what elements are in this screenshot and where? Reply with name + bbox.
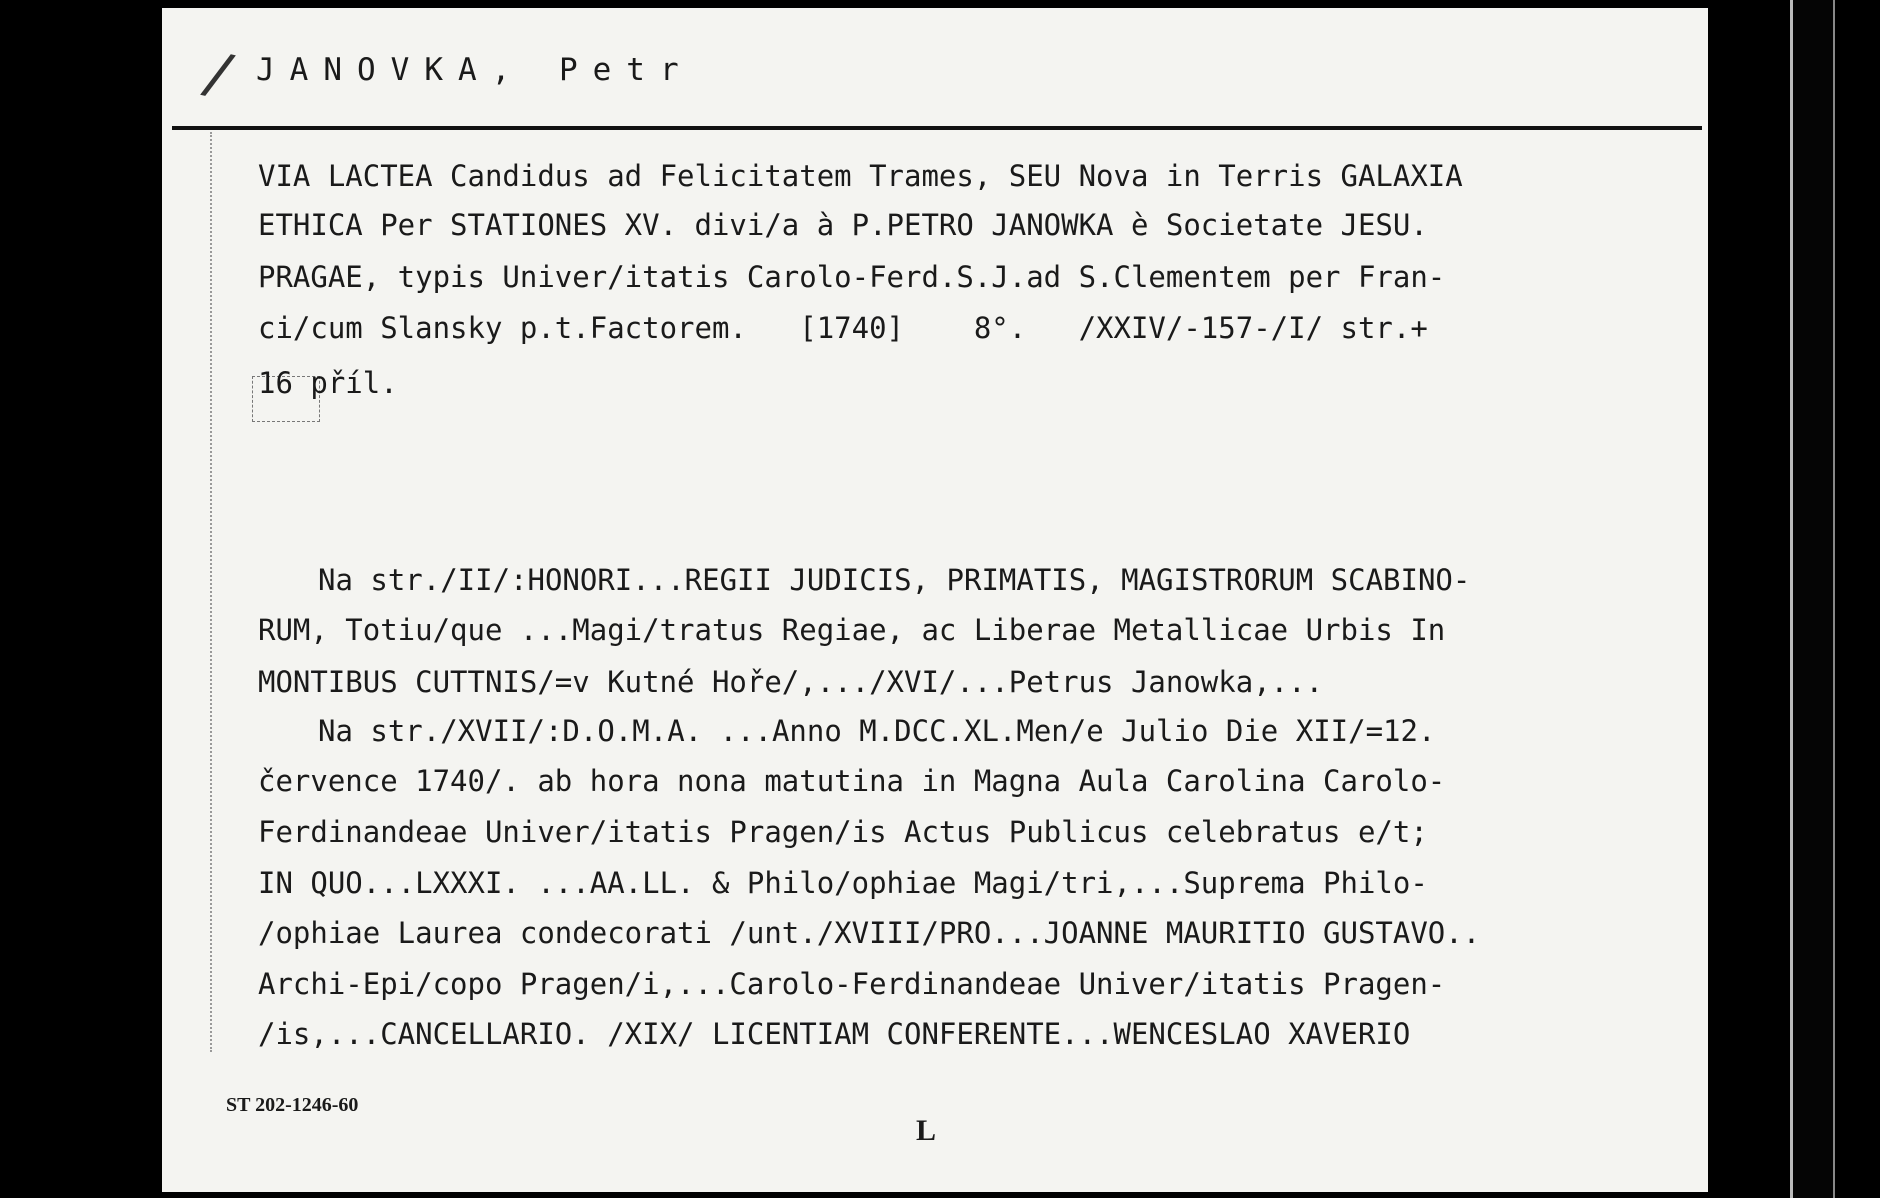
notes-line: Na str./XVII/:D.O.M.A. ...Anno M.DCC.XL.Men/e Julio Die XII/=12. [318, 714, 1436, 748]
notes-line: RUM, Totiu/que ...Magi/tratus Regiae, ac Liberae Metallicae Urbis In [258, 613, 1446, 647]
catalog-stamp: ST 202-1246-60 [226, 1094, 359, 1116]
record-line: PRAGAE, typis Univer/itatis Carolo-Ferd.S.J.ad S.Clementem per Fran- [258, 260, 1446, 294]
scan-edge-strip [1790, 0, 1835, 1198]
notes-line: IN QUO...LXXXI. ...AA.LL. & Philo/ophiae Magi/tri,...Suprema Philo- [258, 866, 1428, 900]
heading-rule [172, 126, 1702, 130]
notes-line: Na str./II/:HONORI...REGII JUDICIS, PRIMATIS, MAGISTRORUM SCABINO- [318, 563, 1471, 597]
notes-line: /is,...CANCELLARIO. /XIX/ LICENTIAM CONFERENTE...WENCESLAO XAVERIO [258, 1017, 1411, 1051]
notes-line: MONTIBUS CUTTNIS/=v Kutné Hoře/,.../XVI/...Petrus Janowka,... [258, 665, 1324, 699]
record-line: 16 příl. [258, 366, 398, 400]
footer-letter: L [916, 1114, 937, 1147]
margin-guide-line [210, 132, 213, 1052]
record-line: VIA LACTEA Candidus ad Felicitatem Trames, SEU Nova in Terris GALAXIA [258, 159, 1463, 193]
notes-line: /ophiae Laurea condecorati /unt./XVIII/PRO...JOANNE MAURITIO GUSTAVO.. [258, 916, 1481, 950]
catalog-card [162, 8, 1708, 1192]
notes-line: Ferdinandeae Univer/itatis Pragen/is Actus Publicus celebratus e/t; [258, 815, 1428, 849]
pencil-slash-mark: / [195, 39, 243, 110]
card-heading: JANOVKA, Petr [256, 52, 694, 88]
record-line: ETHICA Per STATIONES XV. divi/a à P.PETRO JANOWKA è Societate JESU. [258, 208, 1428, 242]
notes-line: Archi-Epi/copo Pragen/i,...Carolo-Ferdinandeae Univer/itatis Pragen- [258, 967, 1446, 1001]
record-line: ci/cum Slansky p.t.Factorem. [1740] 8°. /XXIV/-157-/I/ str.+ [258, 311, 1428, 345]
notes-line: července 1740/. ab hora nona matutina in Magna Aula Carolina Carolo- [258, 764, 1446, 798]
